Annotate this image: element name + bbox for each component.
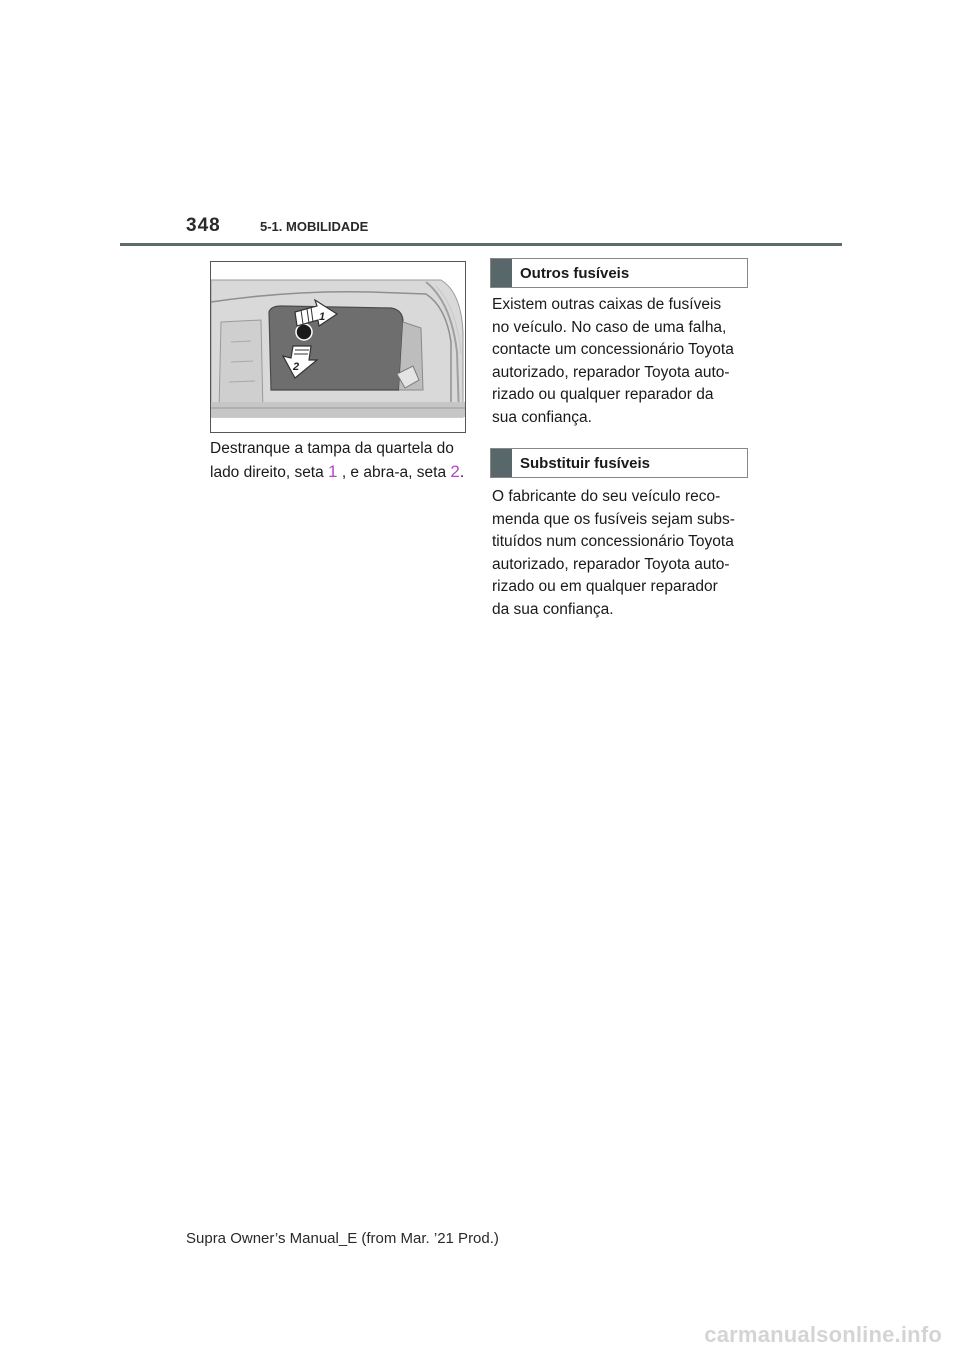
trunk-illustration-svg [211, 262, 465, 432]
paragraph-line: contacte um concessionário Toyota [492, 341, 734, 358]
figure-caption [210, 437, 472, 484]
paragraph-line: no veículo. No caso de uma falha, [492, 318, 727, 336]
page-number: 348 [186, 215, 221, 236]
heading-text: Substituir fusíveis [520, 454, 651, 472]
paragraph-line: autorizado, reparador Toyota auto- [492, 363, 730, 381]
footer-manual-title: Supra Owner’s Manual_E (from Mar. ’21 Prod.) [186, 1230, 499, 1247]
heading-tab-marker [491, 449, 512, 477]
paragraph-line: rizado ou em qualquer reparador [492, 578, 718, 595]
arrow-label-1: 1 [319, 311, 326, 323]
paragraph-line: tituídos num concessionário Toyota [492, 533, 734, 550]
paragraph-line: autorizado, reparador Toyota auto- [492, 555, 730, 573]
heading-text: Outros fusíveis [520, 264, 630, 282]
caption-line-1: Destranque a tampa da quartela do [210, 440, 454, 457]
arrow-reference-1: 1 [328, 462, 338, 481]
paragraph-line: da sua confiança. [492, 600, 614, 618]
heading-tab-marker [491, 259, 512, 287]
header-rule [120, 243, 842, 246]
paragraph-substituir-fusiveis [492, 486, 754, 621]
arrow-label-2: 2 [293, 361, 300, 373]
paragraph-line: rizado ou qualquer reparador da [492, 386, 714, 403]
watermark: carmanualsonline.info [704, 1322, 942, 1347]
caption-line-2 [210, 460, 472, 484]
trunk-fuse-cover-illustration [210, 261, 466, 433]
paragraph-outros-fusiveis [492, 294, 754, 429]
paragraph-line: sua confiança. [492, 408, 592, 426]
paragraph-line: menda que os fusíveis sejam subs- [492, 510, 735, 528]
caption-line-2-prefix: lado direito, seta [210, 464, 329, 481]
arrow-reference-2: 2 [450, 462, 460, 481]
paragraph-line: Existem outras caixas de fusíveis [492, 296, 722, 313]
caption-line-2-middle: , e abra-a, seta [337, 464, 451, 481]
heading-substituir-fusiveis [490, 448, 748, 478]
paragraph-line: O fabricante do seu veículo reco- [492, 488, 721, 505]
caption-line-2-suffix: . [459, 464, 465, 481]
section-title: 5-1. MOBILIDADE [260, 219, 369, 234]
heading-outros-fusiveis [490, 258, 748, 288]
